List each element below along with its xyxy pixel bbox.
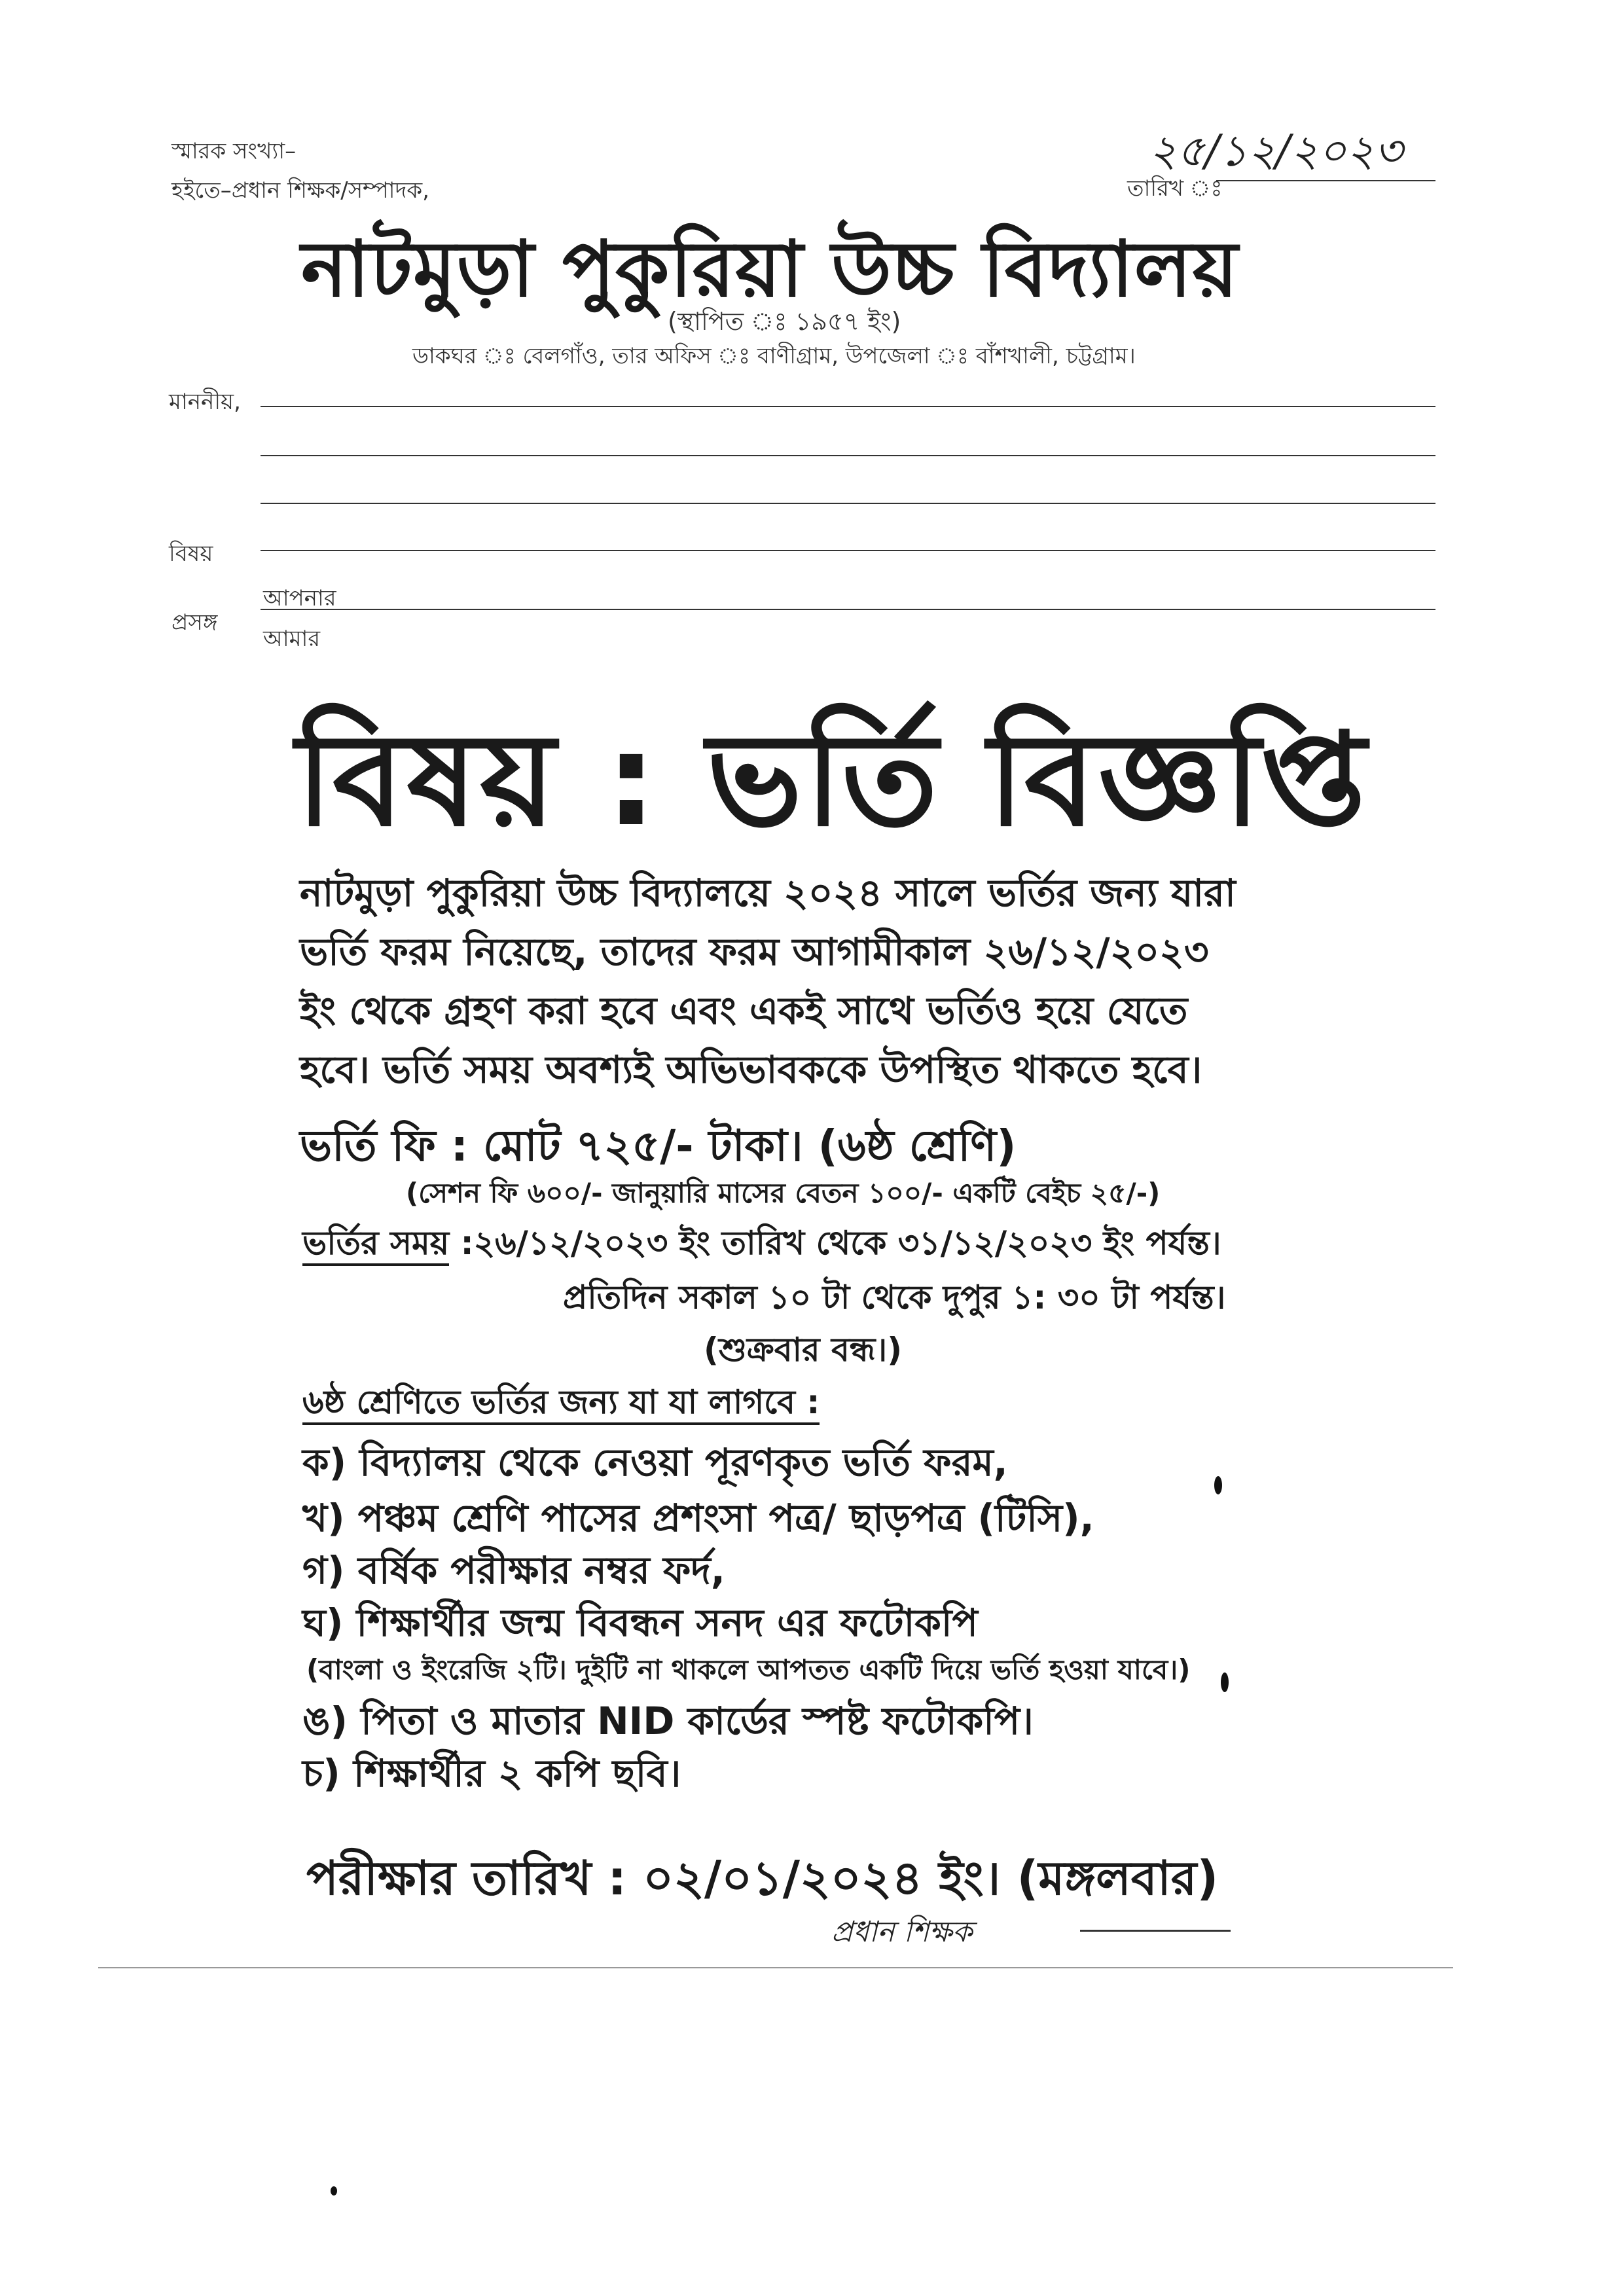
notice-paragraph-line: নাটমুড়া পুকুরিয়া উচ্চ বিদ্যালয়ে ২০২৪ সালে ভর্তির জন্য যারা — [300, 871, 1236, 915]
daily-hours: প্রতিদিন সকাল ১০ টা থেকে দুপুর ১: ৩০ টা পর্যন্ত। — [563, 1278, 1226, 1316]
requirement-item: ক) বিদ্যালয় থেকে নেওয়া পূরণকৃত ভর্তি ফরম, — [302, 1440, 1008, 1485]
notice-paragraph-line: হবে। ভর্তি সময় অবশ্যই অভিভাবককে উপস্থিত থাকতে হবে। — [300, 1047, 1202, 1092]
requirement-item: খ) পঞ্চম শ্রেণি পাসের প্রশংসা পত্র/ ছাড়পত্র (টিসি), — [302, 1496, 1094, 1540]
reference-label: প্রসঙ্গ — [171, 609, 218, 636]
admission-fee: ভর্তি ফি : মোট ৭২৫/- টাকা। (৬ষ্ঠ শ্রেণি) — [300, 1121, 1017, 1171]
scan-speck — [331, 2186, 337, 2196]
subject-label: বিষয় — [169, 541, 213, 567]
yours-label: আপনার — [263, 585, 336, 611]
school-name: নাটমুড়া পুকুরিয়া উচ্চ বিদ্যালয় — [301, 224, 1239, 314]
from-label: হইতে–প্রধান শিক্ষক/সম্পাদক, — [171, 177, 429, 204]
subject-line — [261, 550, 1435, 551]
notice-paragraph-line: ভর্তি ফরম নিয়েছে, তাদের ফরম আগামীকাল ২৬/১২/২০২৩ — [300, 930, 1209, 974]
established-year: (স্থাপিত ঃ ১৯৫৭ ইং) — [668, 307, 901, 336]
friday-closed: (শুক্রবার বন্ধ।) — [704, 1331, 903, 1369]
requirement-item: ঘ) শিক্ষার্থীর জন্ম বিবন্ধন সনদ এর ফটোকপি — [302, 1600, 978, 1645]
admission-time — [302, 1219, 1221, 1273]
recipient-line-1 — [261, 406, 1435, 407]
page-divider — [98, 1967, 1453, 1968]
admission-time-label: ভর্তির সময় — [302, 1224, 449, 1266]
exam-date: পরীক্ষার তারিখ : ০২/০১/২০২৪ ইং। (মঙ্গলবার) — [306, 1851, 1219, 1906]
fee-breakdown: (সেশন ফি ৬০০/- জানুয়ারি মাসের বেতন ১০০/- একটি বেইচ ২৫/-) — [406, 1177, 1161, 1209]
honorable-label: মাননীয়, — [169, 389, 241, 415]
scan-speck — [1214, 1476, 1222, 1494]
notice-paragraph-line: ইং থেকে গ্রহণ করা হবে এবং একই সাথে ভর্তিও হয়ে যেতে — [300, 988, 1188, 1033]
date-label: তারিখ ঃ — [1127, 175, 1223, 202]
scan-speck — [1221, 1672, 1229, 1692]
reference-line — [261, 609, 1435, 610]
admission-time-value: :২৬/১২/২০২৩ ইং তারিখ থেকে ৩১/১২/২০২৩ ইং পর্যন্ত। — [460, 1224, 1221, 1262]
school-address: ডাকঘর ঃ বেলগাঁও, তার অফিস ঃ বাণীগ্রাম, উপজেলা ঃ বাঁশখালী, চট্টগ্রাম। — [412, 343, 1136, 369]
date-line — [1216, 180, 1435, 181]
requirement-item: ঙ) পিতা ও মাতার NID কার্ডের স্পষ্ট ফটোকপি। — [302, 1699, 1034, 1743]
requirement-item: গ) বর্ষিক পরীক্ষার নম্বর ফর্দ, — [302, 1548, 725, 1593]
requirements-heading — [302, 1378, 820, 1432]
memo-number-label: স্মারক সংখ্যা– — [171, 138, 297, 164]
mine-label: আমার — [263, 626, 321, 652]
recipient-line-3 — [261, 503, 1435, 504]
recipient-line-2 — [261, 455, 1435, 456]
handwritten-date: ২৫/১২/২০২৩ — [1149, 126, 1403, 176]
head-teacher-signature: প্রধান শিক্ষক — [831, 1915, 973, 1949]
requirements-heading-text: ৬ষ্ঠ শ্রেণিতে ভর্তির জন্য যা যা লাগবে : — [302, 1383, 820, 1425]
signature-scribble — [1080, 1930, 1231, 1932]
requirement-item: চ) শিক্ষার্থীর ২ কপি ছবি। — [302, 1751, 681, 1796]
notice-subject-title: বিষয় : ভর্তি বিজ্ঞপ্তি — [296, 706, 1369, 855]
birth-certificate-note: (বাংলা ও ইংরেজি ২টি। দুইটি না থাকলে আপতত একটি দিয়ে ভর্তি হওয়া যাবে।) — [306, 1653, 1191, 1686]
